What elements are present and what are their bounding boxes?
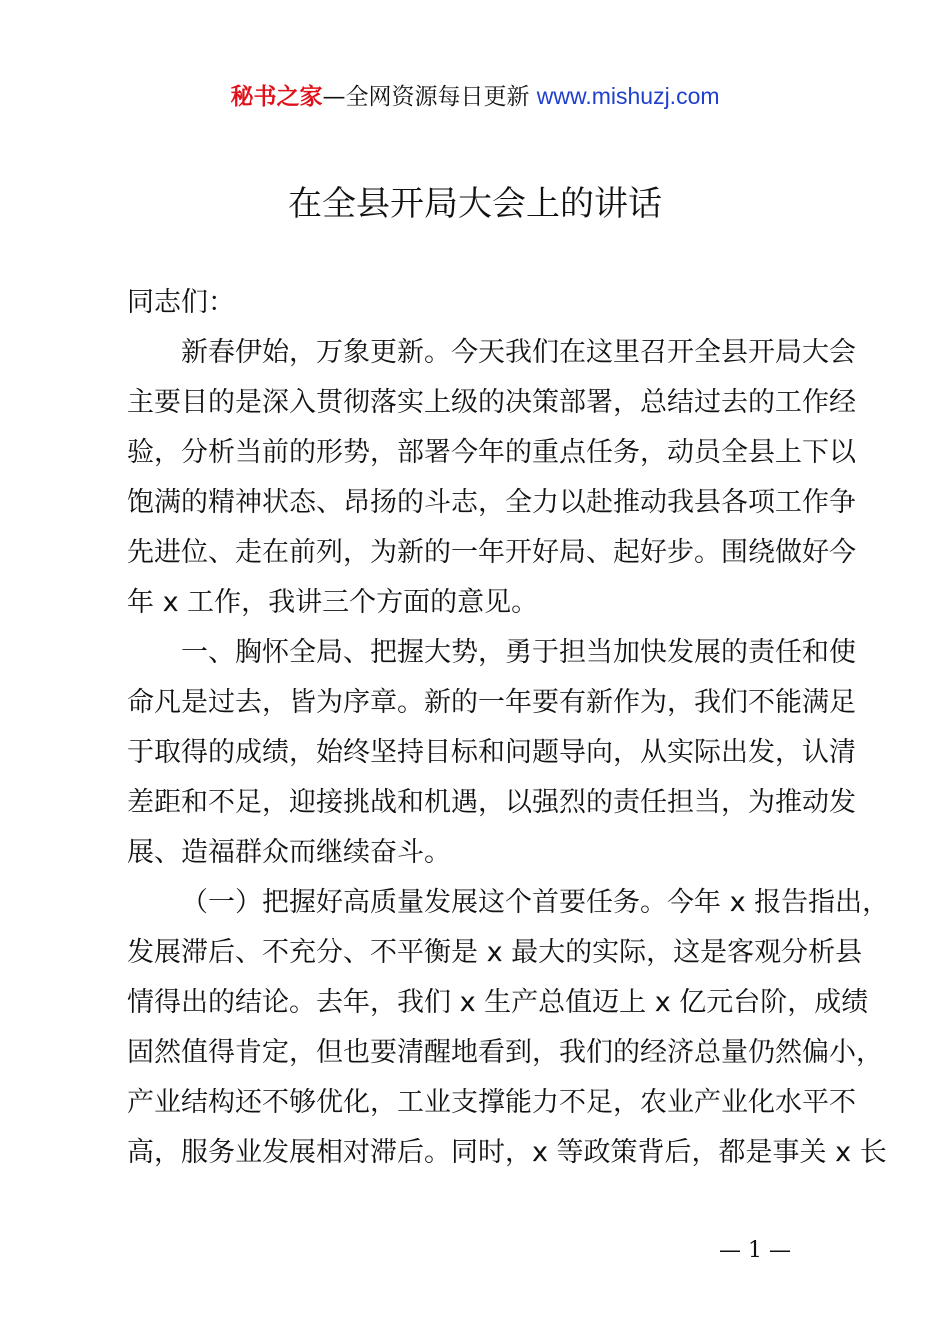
site-brand: 秘书之家 [230, 84, 323, 110]
page-number: — 1 — [719, 1238, 791, 1263]
subsection-paragraph [127, 878, 889, 1178]
paragraph-line: 验，分析当前的形势，部署今年的重点任务，动员全县上下以 [127, 437, 856, 468]
paragraph-line: 固然值得肯定，但也要清醒地看到，我们的经济总量仍然偏小， [127, 1037, 883, 1068]
paragraph-line: 年 x 工作，我讲三个方面的意见。 [127, 587, 539, 618]
section-heading-paragraph [127, 628, 856, 878]
site-header [0, 80, 950, 113]
paragraph-line: 产业结构还不够优化，工业支撑能力不足，农业产业化水平不 [127, 1087, 856, 1118]
paragraph-line: 发展滞后、不充分、不平衡是 x 最大的实际，这是客观分析县 [127, 937, 863, 968]
site-tagline: —全网资源每日更新 [322, 84, 530, 110]
paragraph-line: 主要目的是深入贯彻落实上级的决策部署，总结过去的工作经 [127, 387, 856, 418]
salutation: 同志们： [127, 287, 235, 318]
paragraph-line: 高，服务业发展相对滞后。同时，x 等政策背后，都是事关 x 长 [127, 1137, 887, 1168]
document-title: 在全县开局大会上的讲话 [288, 184, 662, 224]
paragraph-line: 情得出的结论。去年，我们 x 生产总值迈上 x 亿元台阶，成绩 [127, 987, 869, 1018]
paragraph-line: 新春伊始，万象更新。今天我们在这里召开全县开局大会 [181, 337, 856, 368]
paragraph-line: 饱满的精神状态、昂扬的斗志，全力以赴推动我县各项工作争 [127, 487, 856, 518]
paragraph-line: 命凡是过去，皆为序章。新的一年要有新作为，我们不能满足 [127, 687, 856, 718]
paragraph-line: 差距和不足，迎接挑战和机遇，以强烈的责任担当，为推动发 [127, 787, 856, 818]
paragraph-line: 展、造福群众而继续奋斗。 [127, 837, 451, 868]
site-url-link[interactable]: www.mishuzj.com [536, 83, 720, 109]
paragraph-line: 先进位、走在前列，为新的一年开好局、起好步。围绕做好今 [127, 537, 856, 568]
paragraph-1 [127, 328, 856, 628]
paragraph-line: 于取得的成绩，始终坚持目标和问题导向，从实际出发，认清 [127, 737, 856, 768]
paragraph-line: 一、胸怀全局、把握大势，勇于担当加快发展的责任和使 [181, 637, 856, 668]
paragraph-line: （一）把握好高质量发展这个首要任务。今年 x 报告指出， [181, 887, 890, 918]
